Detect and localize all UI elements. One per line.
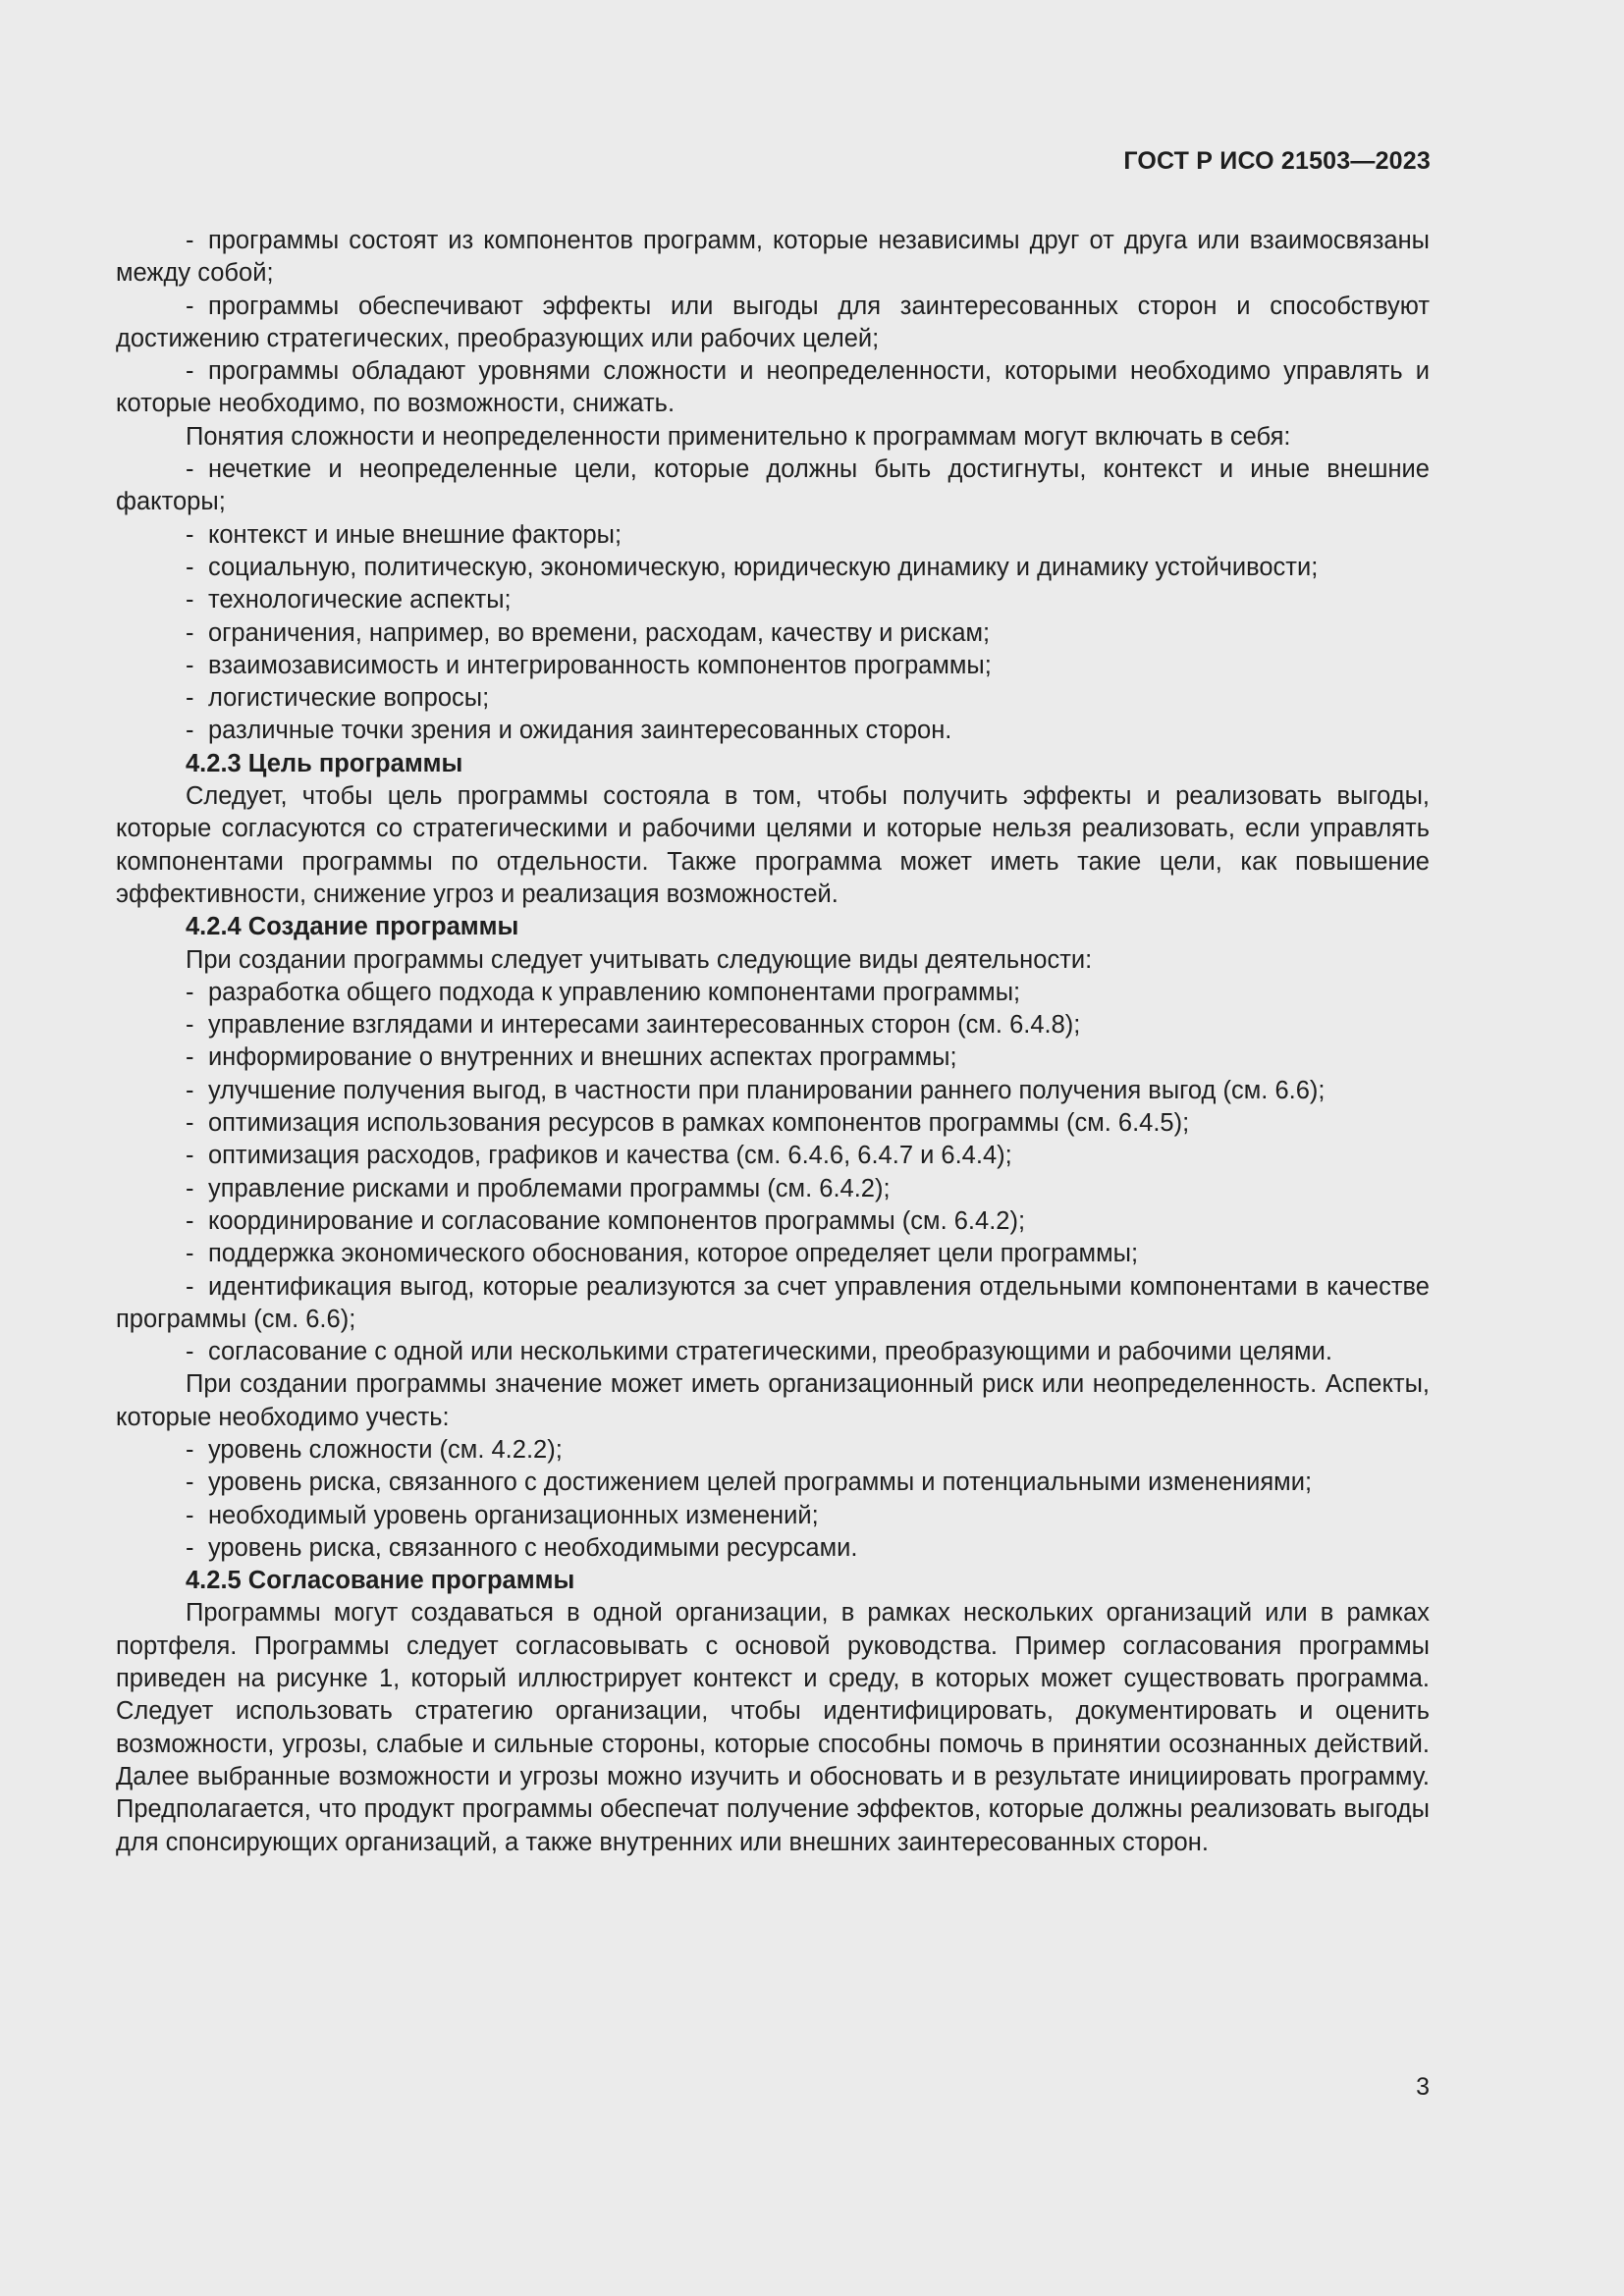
- list-item-text: разработка общего подхода к управлению компонентами программы;: [207, 978, 1021, 1006]
- page-number: 3: [1416, 2073, 1430, 2101]
- list-item: [116, 1173, 1430, 1205]
- list-dash: -: [186, 1501, 194, 1529]
- list-item-text: оптимизация использования ресурсов в рамках компонентов программы (см. 6.4.5);: [207, 1109, 1190, 1138]
- paragraph: Понятия сложности и неопределенности применительно к программам могут включать в себя:: [186, 422, 1291, 451]
- section-heading: 4.2.3 Цель программы: [186, 749, 463, 777]
- list-item: [116, 584, 1430, 616]
- list-item: [116, 1205, 1430, 1238]
- list-item-text: поддержка экономического обоснования, которое определяет цели программы;: [207, 1240, 1139, 1268]
- list-dash: -: [186, 586, 194, 614]
- list-item-text: логистические вопросы;: [207, 684, 490, 713]
- paragraph: Следует, чтобы цель программы состояла в том, чтобы получить эффекты и реализовать выгоды, которые согласуются со стратегическими и рабочими целями и которые нельзя реализовать, если управлять компонентами программы по отдельности. Также программа может иметь такие цели, как повышение эффективности, снижение угроз и реализация возможностей.: [116, 782, 1430, 908]
- list-dash: -: [186, 1142, 194, 1170]
- list-item: [116, 454, 1430, 519]
- list-item-text: идентификация выгод, которые реализуются за счет управления отдельными компонентами в качестве программы (см. 6.6);: [116, 1272, 1430, 1333]
- list-dash: -: [186, 1338, 194, 1366]
- list-item-text: управление рисками и проблемами программы (см. 6.4.2);: [207, 1174, 891, 1202]
- list-item: [116, 1140, 1430, 1172]
- list-dash: -: [186, 1435, 194, 1464]
- paragraph: При создании программы значение может иметь организационный риск или неопределенность. Аспекты, которые необходимо учесть:: [116, 1370, 1430, 1431]
- list-dash: -: [186, 978, 194, 1006]
- list-item-text: ограничения, например, во времени, расходам, качеству и рискам;: [207, 618, 991, 647]
- list-dash: -: [186, 227, 194, 254]
- list-dash: -: [186, 684, 194, 713]
- paragraph: При создании программы следует учитывать следующие виды деятельности:: [186, 945, 1093, 974]
- list-dash: -: [186, 1043, 194, 1072]
- list-item: [116, 1009, 1430, 1041]
- section-heading: 4.2.5 Согласование программы: [186, 1567, 575, 1595]
- list-dash: -: [186, 1468, 194, 1497]
- list-dash: -: [186, 292, 194, 320]
- list-dash: -: [186, 553, 194, 581]
- list-item-text: необходимый уровень организационных изменений;: [207, 1501, 819, 1529]
- list-item-text: программы обеспечивают эффекты или выгоды для заинтересованных сторон и способствуют достижению стратегических, преобразующих или рабочих целей;: [116, 292, 1430, 352]
- list-item-text: улучшение получения выгод, в частности при планировании раннего получения выгод (см. 6.6);: [207, 1076, 1326, 1104]
- list-item-text: социальную, политическую, экономическую, юридическую динамику и динамику устойчивости;: [207, 553, 1319, 581]
- document-body: [116, 225, 1430, 1859]
- list-item: [116, 650, 1430, 682]
- document-header: ГОСТ Р ИСО 21503—2023: [1123, 147, 1431, 175]
- list-item-text: уровень риска, связанного с необходимыми ресурсами.: [207, 1533, 858, 1562]
- list-item-text: технологические аспекты;: [207, 586, 512, 614]
- list-dash: -: [186, 1533, 194, 1562]
- list-dash: -: [186, 717, 194, 745]
- list-item-text: координирование и согласование компонентов программы (см. 6.4.2);: [207, 1206, 1026, 1235]
- list-dash: -: [186, 1011, 194, 1040]
- paragraph: Программы могут создаваться в одной организации, в рамках нескольких организаций или в рамках портфеля. Программы следует согласовывать с основой руководства. Пример согласования программы приведен на рисунке 1, который иллюстрирует контекст и среду, в которых может существовать программа. Следует использовать стратегию организации, чтобы идентифицировать, документировать и оценить возможности, угрозы, слабые и сильные стороны, которые способны помочь в принятии осознанных действий. Далее выбранные возможности и угрозы можно изучить и обосновать и в результате инициировать программу. Предполагается, что продукт программы обеспечат получение эффектов, которые должны реализовать выгоды для спонсирующих организаций, а также внутренних или внешних заинтересованных сторон.: [116, 1599, 1430, 1856]
- list-item: [116, 715, 1430, 747]
- list-dash: -: [186, 455, 194, 484]
- list-item-text: программы обладают уровнями сложности и неопределенности, которыми необходимо управлять и которые необходимо, по возможности, снижать.: [116, 357, 1430, 418]
- list-dash: -: [186, 1240, 194, 1268]
- list-item-text: взаимозависимость и интегрированность компонентов программы;: [207, 651, 992, 679]
- list-item: [116, 355, 1430, 421]
- list-item: [116, 519, 1430, 552]
- list-item: [116, 682, 1430, 715]
- list-item-text: контекст и иные внешние факторы;: [207, 520, 623, 549]
- list-item-text: уровень сложности (см. 4.2.2);: [207, 1435, 563, 1464]
- list-item-text: согласование с одной или несколькими стратегическими, преобразующими и рабочими целями.: [207, 1338, 1332, 1366]
- list-item: [116, 1467, 1430, 1499]
- list-item: [116, 552, 1430, 584]
- list-item: [116, 1107, 1430, 1140]
- list-item: [116, 1238, 1430, 1270]
- list-item: [116, 1532, 1430, 1565]
- list-item-text: оптимизация расходов, графиков и качества (см. 6.4.6, 6.4.7 и 6.4.4);: [207, 1142, 1012, 1170]
- list-dash: -: [186, 651, 194, 679]
- list-item: [116, 1271, 1430, 1337]
- list-dash: -: [186, 1206, 194, 1235]
- list-item: [116, 1336, 1430, 1368]
- list-item: [116, 1041, 1430, 1074]
- section-heading: 4.2.4 Создание программы: [186, 913, 519, 941]
- list-dash: -: [186, 618, 194, 647]
- list-item: [116, 977, 1430, 1009]
- list-item-text: различные точки зрения и ожидания заинтересованных сторон.: [207, 717, 952, 745]
- list-dash: -: [186, 1272, 194, 1301]
- list-item-text: программы состоят из компонентов программ, которые независимы друг от друга или взаимосвязаны между собой;: [116, 227, 1430, 288]
- list-item-text: нечеткие и неопределенные цели, которые должны быть достигнуты, контекст и иные внешние факторы;: [116, 455, 1430, 516]
- list-item-text: управление взглядами и интересами заинтересованных сторон (см. 6.4.8);: [207, 1011, 1081, 1040]
- list-item: [116, 1434, 1430, 1467]
- list-item-text: уровень риска, связанного с достижением целей программы и потенциальными изменениями;: [207, 1468, 1313, 1497]
- list-item: [116, 291, 1430, 356]
- list-dash: -: [186, 1109, 194, 1138]
- list-item: [116, 617, 1430, 650]
- list-dash: -: [186, 1174, 194, 1202]
- list-dash: -: [186, 520, 194, 549]
- list-item: [116, 225, 1430, 291]
- list-item: [116, 1500, 1430, 1532]
- list-item-text: информирование о внутренних и внешних аспектах программы;: [207, 1043, 957, 1072]
- list-item: [116, 1075, 1430, 1107]
- list-dash: -: [186, 1076, 194, 1104]
- list-dash: -: [186, 357, 194, 386]
